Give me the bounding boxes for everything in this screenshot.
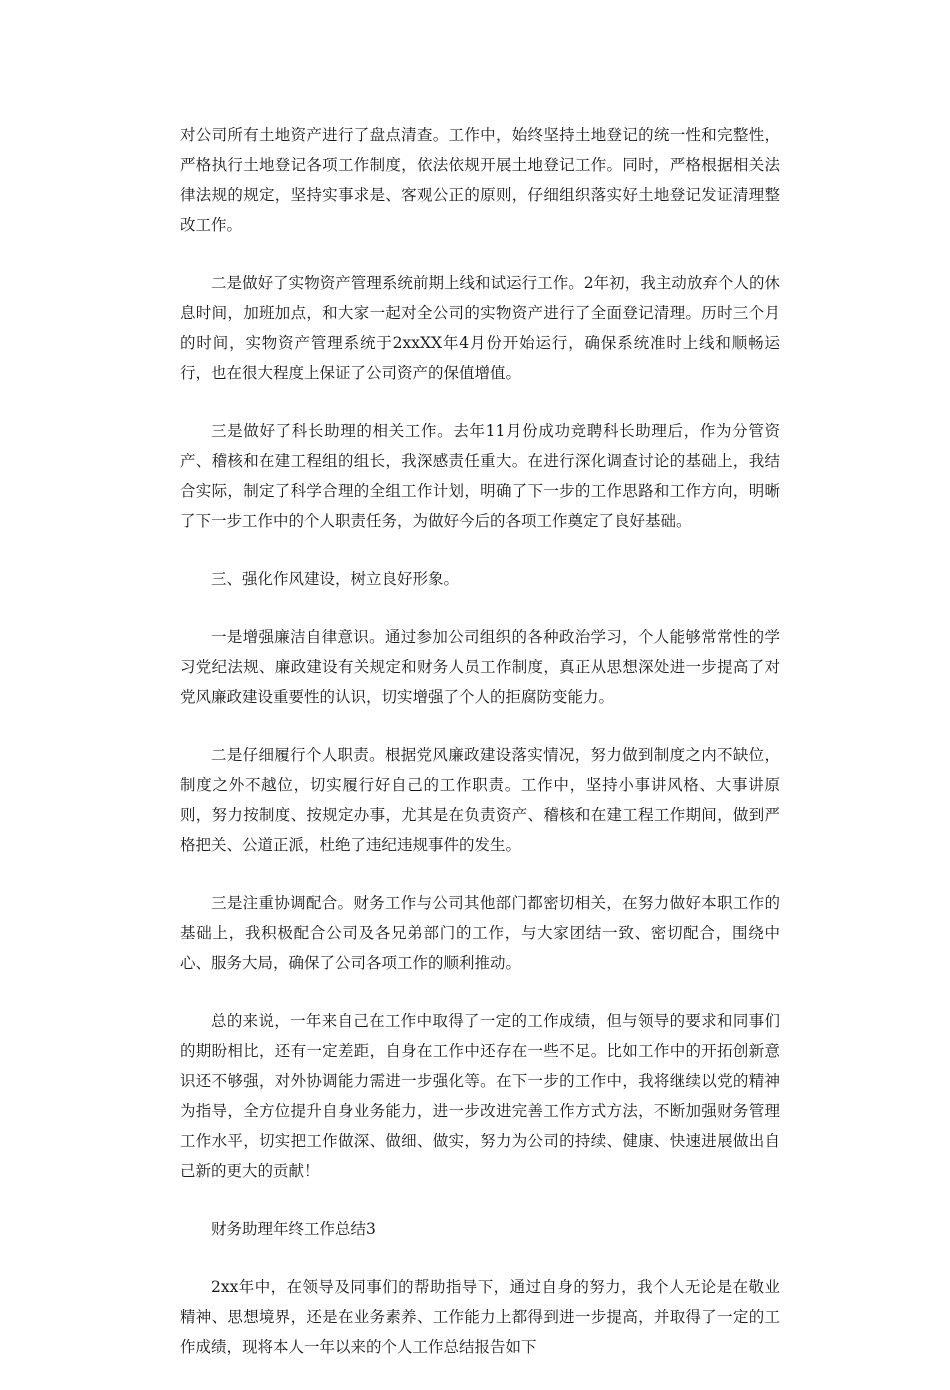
- paragraph-land-registration: 对公司所有土地资产进行了盘点清查。工作中，始终坚持土地登记的统一性和完整性，严格执行土地登记各项工作制度，依法依规开展土地登记工作。同时，严格根据相关法律法规的规定，坚持实事求是、客观公正的原则，仔细组织落实好土地登记发证清理整改工作。: [180, 126, 780, 234]
- paragraph-summary: 总的来说，一年来自己在工作中取得了一定的工作成绩，但与领导的要求和同事们的期盼相比，还有一定差距，自身在工作中还存在一些不足。比如工作中的开拓创新意识还不够强，对外协调能力需进一步强化等。在下一步的工作中，我将继续以党的精神为指导，全方位提升自身业务能力，进一步改进完善工作方式方法，不断加强财务管理工作水平，切实把工作做深、做细、做实，努力为公司的持续、健康、快速进展做出自己新的更大的贡献！: [180, 1012, 780, 1180]
- paragraph-section-assistant: 三是做好了科长助理的相关工作。去年11月份成功竞聘科长助理后，作为分管资产、稽核和在建工程组的组长，我深感责任重大。在进行深化调查讨论的基础上，我结合实际，制定了科学合理的全组工作计划，明确了下一步的工作思路和工作方向，明晰了下一步工作中的个人职责任务，为做好今后的各项工作奠定了良好基础。: [180, 422, 780, 530]
- document-page: [180, 120, 780, 1390]
- section-heading-style: 三、强化作风建设，树立良好形象。: [211, 570, 460, 588]
- paragraph-intro: 2xx年中，在领导及同事们的帮助指导下，通过自身的努力，我个人无论是在敬业精神、思想境界，还是在业务素养、工作能力上都得到进一步提高，并取得了一定的工作成绩，现将本人一年以来的个人工作总结报告如下: [180, 1278, 780, 1356]
- paragraph-asset-system: 二是做好了实物资产管理系统前期上线和试运行工作。2年初，我主动放弃个人的休息时间，加班加点，和大家一起对全公司的实物资产进行了全面登记清理。历时三个月的时间，实物资产管理系统于2xxXX年4月份开始运行，确保系统准时上线和顺畅运行，也在很大程度上保证了公司资产的保值增值。: [180, 274, 780, 382]
- paragraph-coordination: 三是注重协调配合。财务工作与公司其他部门都密切相关，在努力做好本职工作的基础上，我积极配合公司及各兄弟部门的工作，与大家团结一致、密切配合，围绕中心、服务大局，确保了公司各项工作的顺利推动。: [180, 894, 780, 972]
- paragraph-integrity: 一是增强廉洁自律意识。通过参加公司组织的各种政治学习，个人能够常常性的学习党纪法规、廉政建设有关规定和财务人员工作制度，真正从思想深处进一步提高了对党风廉政建设重要性的认识，切实增强了个人的拒腐防变能力。: [180, 628, 780, 706]
- paragraph-duties: 二是仔细履行个人职责。根据党风廉政建设落实情况，努力做到制度之内不缺位，制度之外不越位，切实履行好自己的工作职责。工作中，坚持小事讲风格、大事讲原则，努力按制度、按规定办事，尤其是在负责资产、稽核和在建工程工作期间，做到严格把关、公道正派，杜绝了违纪违规事件的发生。: [180, 746, 780, 854]
- document-subtitle: 财务助理年终工作总结3: [211, 1220, 376, 1238]
